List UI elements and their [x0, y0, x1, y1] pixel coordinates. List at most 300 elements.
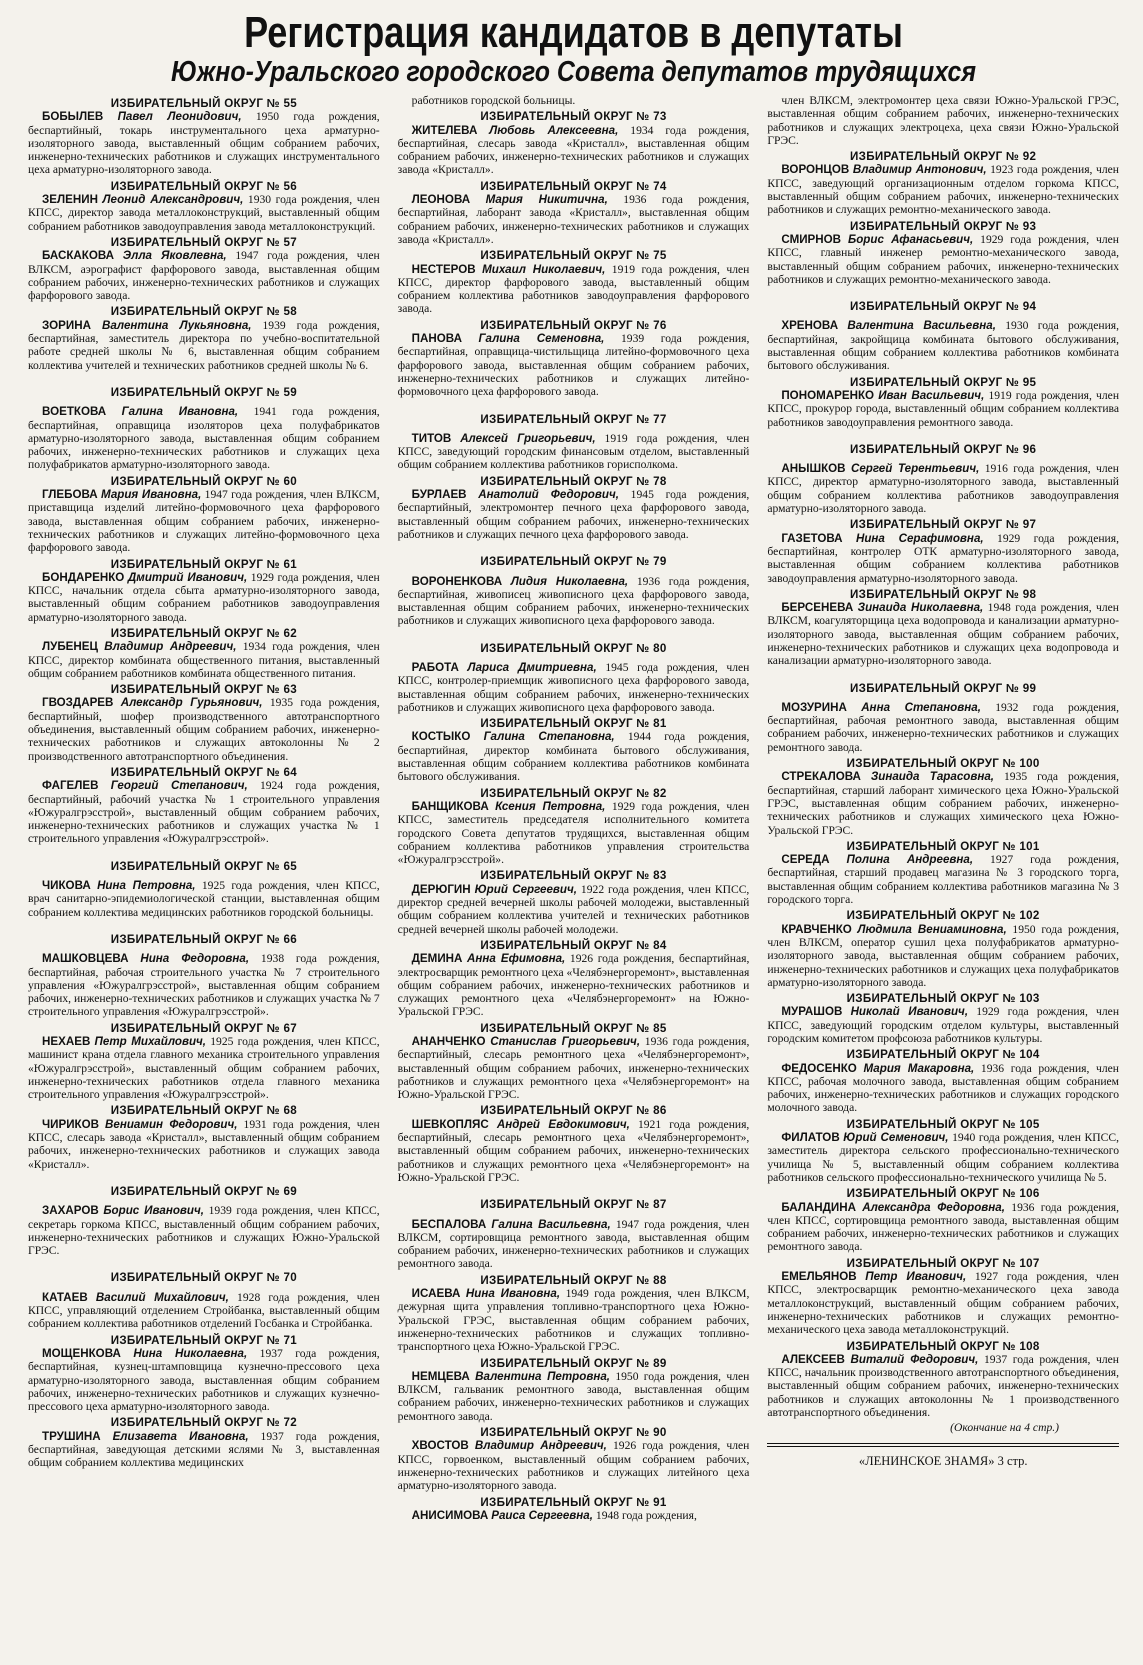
candidate-description: 1934 года рождения, беспартийная, слесарь завода «Кристалл», выставленная общим собранием рабочих, инженерно-технических работников и служащих завода «Кристалл».: [397, 123, 750, 177]
candidate-given-names: Юрий Семенович,: [843, 1131, 949, 1145]
candidate-given-names: Владимир Антонович,: [852, 163, 987, 177]
okrug-heading: ИЗБИРАТЕЛЬНЫЙ ОКРУГ № 97: [850, 518, 1037, 532]
candidate-surname: ЛУБЕНЕЦ: [42, 640, 98, 654]
candidate-description: 1929 года рождения, член КПСС, заведующий городским отделом культуры, выставленный городским комитетом профсоюза работников культуры.: [767, 1005, 1120, 1045]
candidate-text: [398, 1439, 750, 1492]
candidate-description: 1941 года рождения, беспартийная, оправщица изоляторов цеха полуфабрикатов арматурно-изоляторного завода, выставленная общим собранием рабочих, инженерно-технических работников и служащих цеха полуфабрикатов арматурно-изоляторного завода.: [28, 405, 380, 472]
candidate-given-names: Раиса Сергеевна,: [491, 1508, 593, 1522]
candidate-surname: ШЕВКОПЛЯС: [411, 1117, 489, 1131]
candidate-entry: [28, 683, 380, 763]
candidate-entry: [398, 1426, 750, 1492]
candidate-given-names: Петр Михайлович,: [94, 1035, 207, 1048]
okrug-heading: ИЗБИРАТЕЛЬНЫЙ ОКРУГ № 69: [110, 1184, 297, 1198]
okrug-heading: ИЗБИРАТЕЛЬНЫЙ ОКРУГ № 87: [480, 1198, 667, 1212]
candidate-text: [767, 1201, 1119, 1254]
candidate-given-names: Леонид Александрович,: [102, 193, 244, 207]
candidate-given-names: Полина Андреевна,: [846, 853, 974, 867]
okrug-heading: ИЗБИРАТЕЛЬНЫЙ ОКРУГ № 73: [480, 110, 667, 124]
candidate-text: [28, 696, 380, 762]
candidate-given-names: Мария Макаровна,: [863, 1061, 975, 1075]
candidate-given-names: Элла Яковлевна,: [122, 249, 227, 263]
candidate-entry: [28, 1104, 380, 1170]
candidate-description: 1947 года рождения, член ВЛКСМ, аэрографист фарфорового завода, выставленная общим собранием рабочих, инженерно-технических работников и служащих фарфорового завода.: [28, 249, 380, 303]
okrug-heading: ИЗБИРАТЕЛЬНЫЙ ОКРУГ № 71: [110, 1333, 297, 1347]
candidate-entry: [398, 249, 750, 315]
candidate-description: 1950 года рождения, член ВЛКСМ, гальваник ремонтного завода, выставленная общим собранием рабочих, инженерно-технических работников и служащих ремонтного завода.: [397, 1369, 750, 1423]
candidate-entry: [767, 1340, 1119, 1420]
page-footer: «ЛЕНИНСКОЕ ЗНАМЯ» 3 стр.: [858, 1453, 1028, 1468]
candidate-description: 1929 года рождения, член КПСС, главный инженер ремонтно-механического завода, выставленный общим собранием рабочих, инженерно-технических работников и служащих ремонтно-механического завода.: [767, 232, 1120, 286]
candidate-given-names: Дмитрий Иванович,: [127, 570, 248, 584]
candidate-text: [767, 923, 1119, 989]
candidate-description: 1936 года рождения, член КПСС, рабочая молочного завода, выставленная общим собранием рабочих, инженерно-технических работников и служащих городского молочного завода.: [767, 1061, 1120, 1115]
okrug-heading: ИЗБИРАТЕЛЬНЫЙ ОКРУГ № 98: [850, 587, 1037, 601]
candidate-description: 1949 года рождения, член ВЛКСМ, дежурная щита управления топливно-транспортного цеха Южно-Уральской ГРЭС, выставленная общим собранием рабочих, инженерно-технических работников и служащих топливно-транспортного цеха Южно-Уральской ГРЭС.: [397, 1287, 750, 1354]
candidate-entry: [767, 588, 1119, 668]
candidate-text: [398, 575, 750, 628]
candidate-description: 1922 года рождения, член КПСС, директор средней вечерней школы рабочей молодежи, выставленный общим собранием коллектива учителей и технических работников средней вечерней школы рабочей молодежи.: [397, 882, 750, 936]
candidate-surname: АНИСИМОВА: [411, 1508, 489, 1522]
okrug-heading: ИЗБИРАТЕЛЬНЫЙ ОКРУГ № 64: [110, 765, 297, 779]
candidate-text: [398, 1218, 750, 1271]
candidate-given-names: Мария Никитична,: [485, 193, 608, 207]
candidate-entry: [28, 1334, 380, 1414]
okrug-heading: ИЗБИРАТЕЛЬНЫЙ ОКРУГ № 66: [110, 932, 297, 946]
okrug-heading: ИЗБИРАТЕЛЬНЫЙ ОКРУГ № 76: [480, 318, 667, 332]
candidate-given-names: Валентина Васильевна,: [847, 319, 996, 333]
candidate-surname: ГВОЗДАРЕВ: [42, 696, 114, 710]
candidate-description: 1936 года рождения, беспартийный, слесарь ремонтного цеха «Челябэнергоремонт», выставленный общим собранием рабочих, инженерно-технических работников и служащих ремонтного цеха «Челябэнергоремонт» на Южно-Уральской ГРЭС.: [397, 1035, 750, 1102]
okrug-heading: ИЗБИРАТЕЛЬНЫЙ ОКРУГ № 88: [480, 1273, 667, 1287]
candidate-given-names: Людмила Вениаминовна,: [857, 922, 1007, 936]
column-3: [767, 94, 1119, 1524]
okrug-heading: ИЗБИРАТЕЛЬНЫЙ ОКРУГ № 70: [110, 1271, 297, 1285]
okrug-heading: ИЗБИРАТЕЛЬНЫЙ ОКРУГ № 103: [846, 992, 1040, 1006]
candidate-description: 1929 года рождения, член КПСС, начальник отдела сбыта арматурно-изоляторного завода, выставленный общим собранием работников заводоуправления арматурно-изоляторного завода.: [28, 570, 380, 624]
candidate-surname: БАЛАНДИНА: [781, 1200, 856, 1214]
candidate-given-names: Виталий Федорович,: [850, 1352, 979, 1366]
okrug-heading: ИЗБИРАТЕЛЬНЫЙ ОКРУГ № 61: [110, 557, 297, 571]
candidate-given-names: Ксения Петровна,: [495, 799, 606, 813]
candidate-entry: [767, 300, 1119, 372]
candidate-entry: [398, 1104, 750, 1184]
candidate-entry: [767, 376, 1119, 429]
candidate-given-names: Александр Гурьянович,: [120, 696, 263, 710]
candidate-description: 1919 года рождения, член КПСС, прокурор города, выставленный общим собранием коллектива работников заводоуправления ремонтного завода.: [767, 388, 1120, 429]
candidate-description: 1919 года рождения, член КПСС, заведующий городским финансовым отделом, выставленный общим собранием коллектива работников горисполкома.: [397, 431, 750, 472]
candidate-entry: [767, 1118, 1119, 1184]
candidate-text: [28, 193, 380, 233]
candidate-text: [28, 405, 380, 471]
candidate-surname: БЕСПАЛОВА: [411, 1217, 487, 1231]
candidate-surname: ТИТОВ: [411, 431, 452, 445]
divider-rule: [767, 1443, 1119, 1447]
candidate-description: 1929 года рождения, беспартийная, контролер ОТК арматурно-изоляторного завода, выставленная общим собранием коллектива работников заводоуправления арматурно-изоляторного завода.: [767, 531, 1120, 585]
candidate-entry: [28, 860, 380, 919]
candidate-description: 1926 года рождения, беспартийная, электросварщик ремонтного цеха «Челябэнергоремонт», выставленная общим собранием рабочих, инженерно-технических работников и служащих ремонтного цеха «Челябэнергоремонт» на Южно-Уральской ГРЭС.: [397, 952, 750, 1019]
candidate-text: [767, 601, 1119, 667]
candidate-entry: [28, 1185, 380, 1257]
candidate-surname: ТРУШИНА: [42, 1429, 101, 1443]
candidate-text: [398, 1509, 750, 1522]
candidate-entry: [28, 386, 380, 472]
candidate-given-names: Галина Семеновна,: [478, 332, 605, 346]
okrug-heading: ИЗБИРАТЕЛЬНЫЙ ОКРУГ № 104: [846, 1048, 1040, 1062]
candidate-text: [28, 1118, 380, 1171]
candidate-surname: ЧИРИКОВ: [42, 1117, 100, 1131]
candidate-entry: [767, 992, 1119, 1045]
candidate-description: 1919 года рождения, член КПСС, директор фарфорового завода, выставленный общим собранием коллектива работников заводоуправления фарфорового завода.: [397, 262, 750, 316]
candidate-given-names: Борис Иванович,: [103, 1204, 204, 1218]
candidate-entry: [767, 1187, 1119, 1253]
candidate-given-names: Василий Михайлович,: [95, 1290, 229, 1304]
okrug-heading: ИЗБИРАТЕЛЬНЫЙ ОКРУГ № 72: [110, 1416, 297, 1430]
okrug-heading: ИЗБИРАТЕЛЬНЫЙ ОКРУГ № 62: [110, 626, 297, 640]
candidate-given-names: Анатолий Федорович,: [478, 488, 619, 502]
candidate-given-names: Николай Иванович,: [850, 1005, 969, 1019]
candidate-description: 1947 года рождения, член ВЛКСМ, сортировщица ремонтного завода, выставленная общим собранием рабочих, инженерно-технических работников и служащих ремонтного завода.: [397, 1217, 750, 1271]
candidate-surname: СТРЕКАЛОВА: [781, 770, 861, 784]
candidate-text: [398, 1118, 750, 1184]
okrug-heading: ИЗБИРАТЕЛЬНЫЙ ОКРУГ № 94: [850, 300, 1037, 314]
candidate-given-names: Владимир Андреевич,: [104, 640, 237, 654]
columns: [28, 94, 1119, 1524]
candidate-text: [767, 853, 1119, 906]
candidate-surname: ФИЛАТОВ: [781, 1131, 840, 1145]
candidate-entry: [28, 305, 380, 371]
candidate-surname: БЕРСЕНЕВА: [781, 601, 854, 615]
candidate-text: [28, 952, 380, 1018]
candidate-given-names: Андрей Евдокимович,: [496, 1117, 630, 1131]
candidate-entry: [767, 220, 1119, 286]
candidate-entry: [28, 180, 380, 233]
okrug-heading: ИЗБИРАТЕЛЬНЫЙ ОКРУГ № 84: [480, 938, 667, 952]
candidate-text: [28, 640, 380, 680]
okrug-heading: ИЗБИРАТЕЛЬНЫЙ ОКРУГ № 59: [110, 385, 297, 399]
candidate-text: [398, 730, 750, 783]
okrug-heading: ИЗБИРАТЕЛЬНЫЙ ОКРУГ № 99: [850, 681, 1037, 695]
candidate-given-names: Нина Федоровна,: [140, 952, 250, 966]
candidate-surname: ГАЗЕТОВА: [781, 531, 843, 545]
candidate-text: [767, 532, 1119, 585]
candidate-given-names: Елизавета Ивановна,: [112, 1429, 249, 1443]
candidate-description: 1937 года рождения, беспартийная, заведующая детскими яслями № 3, выставленная общим собранием коллектива медицинских: [28, 1429, 380, 1470]
candidate-entry: [398, 869, 750, 935]
candidate-text: [398, 661, 750, 714]
candidate-entry: [398, 475, 750, 541]
candidate-entry: [398, 319, 750, 399]
okrug-heading: ИЗБИРАТЕЛЬНЫЙ ОКРУГ № 106: [846, 1187, 1040, 1201]
candidate-surname: АНАНЧЕНКО: [411, 1035, 486, 1048]
candidate-text: [398, 800, 750, 866]
okrug-heading: ИЗБИРАТЕЛЬНЫЙ ОКРУГ № 60: [110, 474, 297, 488]
candidate-surname: ДЕРЮГИН: [411, 882, 471, 896]
candidate-description: 1930 года рождения, беспартийная, закройщица комбината бытового обслуживания, выставленная общим собранием коллектива работников комбината бытового обслуживания.: [767, 319, 1120, 373]
candidate-entry: [398, 642, 750, 714]
candidate-text: [398, 952, 750, 1018]
candidate-given-names: Анна Степановна,: [861, 700, 981, 714]
candidate-surname: ЗАХАРОВ: [42, 1204, 99, 1218]
candidate-entry: [398, 1496, 750, 1523]
candidate-surname: КАТАЕВ: [42, 1290, 88, 1304]
candidate-surname: МОЩЕНКОВА: [42, 1346, 121, 1360]
okrug-heading: ИЗБИРАТЕЛЬНЫЙ ОКРУГ № 82: [480, 786, 667, 800]
candidate-given-names: Мария Ивановна,: [101, 488, 202, 502]
candidate-text: [28, 1430, 380, 1470]
candidate-surname: ЗОРИНА: [42, 318, 91, 332]
candidate-given-names: Сергей Терентьевич,: [850, 462, 980, 476]
candidate-entry: [398, 1198, 750, 1270]
candidate-entry: [398, 1357, 750, 1423]
candidate-text: [398, 332, 750, 398]
candidate-description: 1932 года рождения, беспартийная, рабочая ремонтного завода, выставленная общим собранием рабочих, инженерно-технических работников и служащих ремонтного завода.: [767, 700, 1120, 754]
okrug-heading: ИЗБИРАТЕЛЬНЫЙ ОКРУГ № 79: [480, 555, 667, 569]
candidate-surname: ВОРОНЕНКОВА: [411, 574, 503, 588]
candidate-entry: [398, 939, 750, 1019]
candidate-given-names: Борис Афанасьевич,: [847, 232, 974, 246]
candidate-text: [28, 488, 380, 554]
candidate-surname: ФАГЕЛЕВ: [42, 779, 99, 793]
okrug-heading: ИЗБИРАТЕЛЬНЫЙ ОКРУГ № 83: [480, 869, 667, 883]
candidate-description: 1916 года рождения, член КПСС, директор арматурно-изоляторного завода, выставленный общим собранием коллектива работников заводоуправления арматурно-изоляторного завода.: [767, 462, 1120, 516]
okrug-heading: ИЗБИРАТЕЛЬНЫЙ ОКРУГ № 101: [846, 839, 1040, 853]
candidate-given-names: Валентина Лукьяновна,: [101, 318, 252, 332]
candidate-entry: [28, 97, 380, 177]
okrug-heading: ИЗБИРАТЕЛЬНЫЙ ОКРУГ № 85: [480, 1021, 667, 1035]
candidate-entry: [767, 1257, 1119, 1337]
candidate-text: [767, 1005, 1119, 1045]
candidate-surname: ЖИТЕЛЕВА: [411, 123, 478, 137]
candidate-surname: ДЕМИНА: [411, 952, 463, 966]
candidate-given-names: Нина Ивановна,: [465, 1287, 561, 1301]
candidate-text: [767, 319, 1119, 372]
candidate-given-names: Георгий Степанович,: [110, 779, 248, 793]
candidate-given-names: Нина Николаевна,: [133, 1346, 248, 1360]
okrug-heading: ИЗБИРАТЕЛЬНЫЙ ОКРУГ № 105: [846, 1117, 1040, 1131]
column-2-lead: работников городской больницы.: [411, 94, 576, 107]
okrug-heading: ИЗБИРАТЕЛЬНЫЙ ОКРУГ № 93: [850, 219, 1037, 233]
okrug-heading: ИЗБИРАТЕЛЬНЫЙ ОКРУГ № 89: [480, 1356, 667, 1370]
candidate-surname: ГЛЕБОВА: [42, 488, 98, 502]
candidate-description: 1937 года рождения, беспартийная, кузнец-штамповщица кузнечно-прессового цеха арматурно-изоляторного завода, выставленная общим собранием рабочих, инженерно-технических работников и служащих кузнечно-прессового цеха арматурно-изоляторного завода.: [28, 1346, 380, 1414]
candidate-text: [767, 1353, 1119, 1419]
column-2: [398, 94, 750, 1524]
candidate-text: [28, 249, 380, 302]
candidate-description: 1950 года рождения, беспартийный, токарь инструментального цеха арматурно-изоляторного завода, выставленный общим собранием рабочих, инженерно-технических работников и служащих инструментального цеха арматурно-изоляторного завода.: [28, 110, 380, 177]
candidate-description: 1948 года рождения,: [595, 1508, 697, 1522]
okrug-heading: ИЗБИРАТЕЛЬНЫЙ ОКРУГ № 102: [846, 909, 1040, 923]
candidate-surname: МАШКОВЦЕВА: [42, 952, 129, 966]
candidate-description: 1937 года рождения, член КПСС, начальник производственного автотранспортного объединения, выставленный общим собранием рабочих, инженерно-технических работников и служащих автоколонны № 1 производственного автотранспортного объединения.: [767, 1352, 1120, 1420]
candidate-text: [398, 1370, 750, 1423]
candidate-text: [28, 1035, 380, 1101]
candidate-text: [398, 432, 750, 472]
candidate-description: 1936 года рождения, беспартийная, лаборант завода «Кристалл», выставленная общим собранием рабочих, инженерно-технических работников и служащих завода «Кристалл».: [397, 193, 750, 246]
candidate-given-names: Юрий Сергеевич,: [474, 882, 577, 896]
column-3-lead: член ВЛКСМ, электромонтер цеха связи Южно-Уральской ГРЭС, выставленная общим собранием рабочих, инженерно-технических работников и служащих электроцеха, цеха связи Южно-Уральской ГРЭС.: [767, 94, 1120, 147]
candidate-description: 1945 года рождения, беспартийный, электромонтер печного цеха фарфорового завода, выставленный общим собранием рабочих, инженерно-технических работников и служащих печного цеха фарфорового завода.: [397, 488, 750, 541]
candidate-description: 1936 года рождения, беспартийная, живописец живописного цеха фарфорового завода, выставленная общим собранием рабочих, инженерно-технических работников и служащих живописного цеха фарфорового завода.: [397, 574, 750, 628]
candidate-text: [398, 1035, 750, 1101]
okrug-heading: ИЗБИРАТЕЛЬНЫЙ ОКРУГ № 58: [110, 305, 297, 319]
candidate-text: [767, 770, 1119, 836]
okrug-heading: ИЗБИРАТЕЛЬНЫЙ ОКРУГ № 86: [480, 1104, 667, 1118]
candidate-text: [28, 1347, 380, 1413]
candidate-surname: ВОЕТКОВА: [42, 405, 107, 419]
candidate-description: 1938 года рождения, беспартийная, рабочая строительного участка № 7 строительного управления «Южуралгрэсстрой», выставленная общим собранием рабочих, инженерно-технических работников и служащих участка № 7 строительного управления «Южуралгрэсстрой».: [28, 952, 380, 1019]
candidate-text: [398, 488, 750, 541]
okrug-heading: ИЗБИРАТЕЛЬНЫЙ ОКРУГ № 108: [846, 1339, 1040, 1353]
candidate-text: [767, 233, 1119, 286]
candidate-description: 1945 года рождения, член КПСС, контролер-приемщик живописного цеха фарфорового завода, выставленная общим собранием рабочих, инженерно-технических работников и служащих живописного цеха фарфорового завода.: [397, 660, 750, 714]
column-1: [28, 94, 380, 1524]
okrug-heading: ИЗБИРАТЕЛЬНЫЙ ОКРУГ № 100: [846, 757, 1040, 771]
candidate-description: 1944 года рождения, беспартийная, директор комбината бытового обслуживания, выставленная общим собранием коллектива работников комбината бытового обслуживания.: [397, 730, 750, 784]
candidate-description: 1947 года рождения, член ВЛКСМ, приставщица изделий литейно-формовочного цеха фарфорового завода, выставленная общим собранием рабочих, инженерно-технических работников и служащих литейно-формовочного цеха фарфорового завода.: [28, 488, 380, 555]
candidate-description: 1939 года рождения, член КПСС, секретарь горкома КПСС, выставленный общим собранием рабочих, инженерно-технических работников и служащих Южно-Уральской ГРЭС.: [28, 1204, 380, 1258]
candidate-entry: [398, 555, 750, 627]
candidate-entry: [767, 909, 1119, 989]
candidate-surname: ПОНОМАРЕНКО: [781, 388, 875, 402]
candidate-description: 1930 года рождения, член КПСС, директор завода металлоконструкций, выставленный общим собранием работников заводоуправления завода металлоконструкций.: [28, 193, 380, 233]
candidate-entry: [398, 110, 750, 176]
candidate-given-names: Владимир Андреевич,: [474, 1439, 607, 1453]
candidate-description: 1921 года рождения, беспартийный, слесарь ремонтного цеха «Челябэнергоремонт», выставленный общим собранием рабочих, инженерно-технических работников и служащих ремонтного цеха «Челябэнергоремонт» на Южно-Уральской ГРЭС.: [397, 1117, 750, 1184]
candidate-text: [767, 1131, 1119, 1184]
okrug-heading: ИЗБИРАТЕЛЬНЫЙ ОКРУГ № 55: [110, 97, 297, 110]
candidate-entry: [28, 1022, 380, 1102]
page-subtitle: Южно-Уральского городского Совета депутатов трудящихся: [170, 56, 977, 88]
candidate-entry: [767, 443, 1119, 515]
candidate-surname: ХРЕНОВА: [781, 319, 839, 333]
candidate-entry: [28, 236, 380, 302]
candidate-description: 1925 года рождения, член КПСС, врач санитарно-эпидемиологической станции, выставленная общим собранием коллектива медицинских работников городской больницы.: [28, 879, 380, 919]
okrug-heading: ИЗБИРАТЕЛЬНЫЙ ОКРУГ № 57: [110, 235, 297, 249]
candidate-given-names: Анна Ефимовна,: [467, 952, 566, 966]
candidate-given-names: Лариса Дмитриевна,: [467, 660, 597, 674]
okrug-heading: ИЗБИРАТЕЛЬНЫЙ ОКРУГ № 67: [110, 1021, 297, 1035]
headline: [28, 10, 1119, 88]
candidate-text: [398, 193, 750, 246]
candidate-description: 1948 года рождения, член ВЛКСМ, коагуляторщица цеха водопровода и канализации арматурно-изоляторного завода, выставленная общим собранием рабочих, инженерно-технических работников и служащих цеха водопровода и канализации арматурно-изоляторного завода.: [767, 601, 1120, 668]
candidate-surname: ФЕДОСЕНКО: [781, 1061, 857, 1075]
candidate-entry: [28, 1271, 380, 1330]
candidate-entry: [28, 1416, 380, 1469]
candidate-description: 1924 года рождения, беспартийный, рабочий участка № 1 строительного управления «Южуралгрэсстрой», выставленный общим собранием рабочих, инженерно-технических работников и служащих участка № 1 строительного управления «Южуралгрэсстрой».: [28, 779, 380, 846]
okrug-heading: ИЗБИРАТЕЛЬНЫЙ ОКРУГ № 81: [480, 717, 667, 731]
candidate-surname: БОНДАРЕНКО: [42, 570, 125, 584]
candidate-text: [767, 462, 1119, 515]
candidate-surname: МУРАШОВ: [781, 1005, 843, 1019]
candidate-surname: НЕМЦЕВА: [411, 1369, 470, 1383]
candidate-text: [28, 319, 380, 372]
candidate-entry: [767, 757, 1119, 837]
candidate-entry: [28, 558, 380, 624]
candidate-surname: АЛЕКСЕЕВ: [781, 1352, 845, 1366]
okrug-heading: ИЗБИРАТЕЛЬНЫЙ ОКРУГ № 56: [110, 179, 297, 193]
candidate-surname: СМИРНОВ: [781, 232, 842, 246]
candidate-text: [28, 1291, 380, 1331]
candidate-surname: БУРЛАЕВ: [411, 488, 467, 502]
okrug-heading: ИЗБИРАТЕЛЬНЫЙ ОКРУГ № 77: [480, 412, 667, 426]
candidate-text: [767, 389, 1119, 429]
okrug-heading: ИЗБИРАТЕЛЬНЫЙ ОКРУГ № 80: [480, 641, 667, 655]
candidate-entry: [398, 1274, 750, 1354]
candidate-surname: ЛЕОНОВА: [411, 193, 471, 207]
candidate-text: [767, 163, 1119, 216]
candidate-given-names: Галина Ивановна,: [121, 405, 239, 419]
candidate-given-names: Алексей Григорьевич,: [460, 431, 596, 445]
okrug-heading: ИЗБИРАТЕЛЬНЫЙ ОКРУГ № 107: [846, 1256, 1040, 1270]
candidate-description: 1940 года рождения, член КПСС, заместитель директора сельского профессионально-технического училища № 5, выставленный общим собранием коллектива работников сельского профессионально-технического училища № 5.: [767, 1131, 1120, 1184]
candidate-given-names: Петр Иванович,: [865, 1270, 967, 1284]
candidate-given-names: Зинаида Тарасовна,: [870, 770, 995, 784]
candidate-text: [398, 883, 750, 936]
page-title: Регистрация кандидатов в депутаты: [244, 8, 903, 57]
candidate-surname: КРАВЧЕНКО: [781, 922, 852, 936]
candidate-text: [767, 1062, 1119, 1115]
candidate-given-names: Нина Серафимовна,: [855, 531, 984, 545]
candidate-given-names: Иван Васильевич,: [878, 388, 985, 402]
candidate-text: [28, 571, 380, 624]
candidate-text: [767, 1270, 1119, 1336]
candidate-description: 1935 года рождения, беспартийная, старший лаборант химического цеха Южно-Уральской ГРЭС, выставленная общим собранием рабочих, инженерно-технических работников и служащих химического цеха Южно-Уральской ГРЭС.: [767, 770, 1120, 837]
okrug-heading: ИЗБИРАТЕЛЬНЫЙ ОКРУГ № 96: [850, 442, 1037, 456]
candidate-entry: [398, 413, 750, 472]
candidate-given-names: Александра Федоровна,: [862, 1200, 1005, 1214]
candidate-text: [28, 779, 380, 845]
okrug-heading: ИЗБИРАТЕЛЬНЫЙ ОКРУГ № 78: [480, 474, 667, 488]
candidate-given-names: Галина Степановна,: [483, 730, 615, 744]
candidate-text: [767, 701, 1119, 754]
candidate-surname: АНЫШКОВ: [781, 462, 846, 476]
candidate-text: [28, 1204, 380, 1257]
candidate-description: 1926 года рождения, член КПСС, горвоенком, выставленный общим собранием рабочих, инженерно-технических работников и служащих литейного цеха арматурно-изоляторного завода.: [397, 1439, 750, 1493]
continuation-note: (Окончание на 4 стр.): [950, 1421, 1060, 1435]
candidate-given-names: Михаил Николаевич,: [482, 262, 606, 276]
candidate-surname: ХВОСТОВ: [411, 1439, 469, 1453]
okrug-heading: ИЗБИРАТЕЛЬНЫЙ ОКРУГ № 63: [110, 683, 297, 697]
okrug-heading: ИЗБИРАТЕЛЬНЫЙ ОКРУГ № 90: [480, 1426, 667, 1440]
candidate-surname: ЗЕЛЕНИН: [42, 193, 98, 207]
candidate-given-names: Зинаида Николаевна,: [857, 601, 984, 615]
candidate-description: 1934 года рождения, член КПСС, директор комбината общественного питания, выставленный общим собранием работников комбината общественного питания.: [28, 640, 380, 680]
candidate-description: 1931 года рождения, член КПСС, слесарь завода «Кристалл», выставленный общим собранием рабочих, инженерно-технических работников и служащих завода «Кристалл».: [28, 1117, 380, 1171]
okrug-heading: ИЗБИРАТЕЛЬНЫЙ ОКРУГ № 92: [850, 150, 1037, 164]
candidate-text: [398, 1287, 750, 1353]
candidate-text: [28, 879, 380, 919]
okrug-heading: ИЗБИРАТЕЛЬНЫЙ ОКРУГ № 68: [110, 1104, 297, 1118]
candidate-surname: ЧИКОВА: [42, 879, 91, 893]
candidate-description: 1927 года рождения, член КПСС, электросварщик ремонтно-механического цеха завода металлоконструкций, выставленный общим собранием рабочих, инженерно-технических работников и служащих ремонтно-механического цеха завода металлоконструкций.: [767, 1270, 1120, 1337]
candidate-given-names: Нина Петровна,: [97, 879, 196, 893]
candidate-surname: МОЗУРИНА: [781, 700, 847, 714]
candidate-given-names: Галина Васильевна,: [491, 1217, 611, 1231]
okrug-heading: ИЗБИРАТЕЛЬНЫЙ ОКРУГ № 74: [480, 179, 667, 193]
candidate-entry: [398, 180, 750, 246]
candidate-description: 1939 года рождения, беспартийная, заместитель директора по учебно-воспитательной работе средней школы № 6, выставленная общим собранием коллектива учителей и технических работников средней школы № 6.: [28, 318, 380, 372]
candidate-entry: [767, 1048, 1119, 1114]
candidate-text: [28, 110, 380, 176]
candidate-given-names: Павел Леонидович,: [117, 110, 242, 124]
candidate-description: 1950 года рождения, член ВЛКСМ, оператор сушил цеха полуфабрикатов арматурно-изоляторного завода, выставленная общим собранием рабочих, инженерно-технических работников и служащих цеха полуфабрикатов арматурно-изоляторного завода.: [767, 922, 1120, 989]
okrug-heading: ИЗБИРАТЕЛЬНЫЙ ОКРУГ № 91: [480, 1495, 667, 1509]
candidate-entry: [28, 766, 380, 846]
candidate-description: 1935 года рождения, беспартийный, шофер производственного автотранспортного объединения, выставленный общим собранием рабочих, инженерно-технических работников и служащих автоколонны № 2 производственного автотранспортного объединения.: [28, 696, 380, 763]
candidate-surname: ЕМЕЛЬЯНОВ: [781, 1270, 857, 1284]
candidate-entry: [398, 1022, 750, 1102]
okrug-heading: ИЗБИРАТЕЛЬНЫЙ ОКРУГ № 95: [850, 375, 1037, 389]
